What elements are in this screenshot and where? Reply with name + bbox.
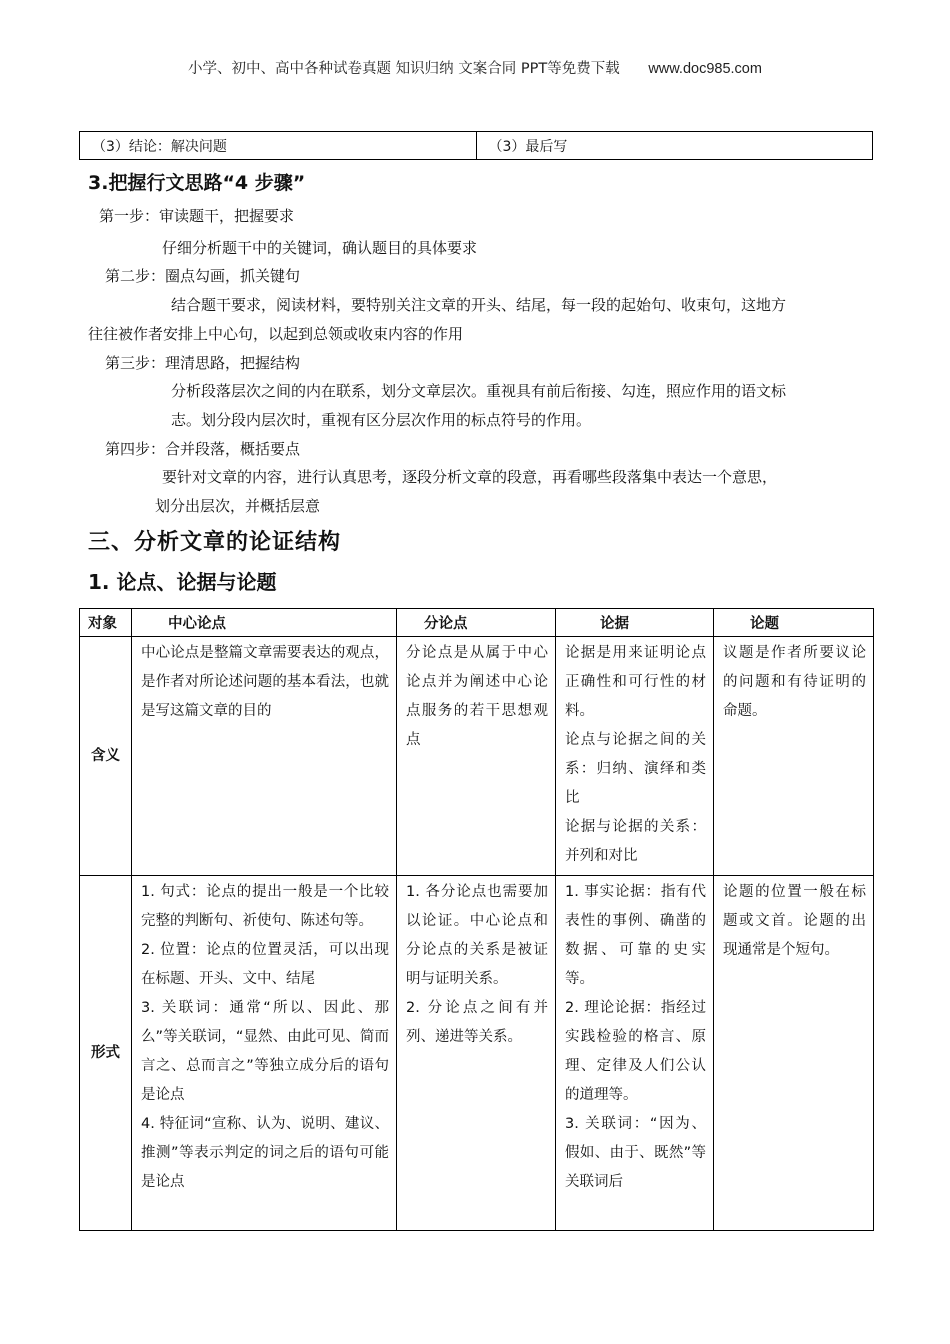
cell-form-topic <box>714 876 874 1231</box>
table-row-form <box>80 876 874 1231</box>
cell-paragraph: 1. 句式：论点的提出一般是一个比较完整的判断句、祈使句、陈述句等。 <box>141 884 389 929</box>
cell-meaning-evidence <box>556 637 714 876</box>
header-object: 对象 <box>80 609 132 637</box>
cell-form-evidence <box>556 876 714 1231</box>
step3-desc-line2: 志。划分段内层次时，重视有区分层次作用的标点符号的作用。 <box>171 411 592 429</box>
cell-paragraph: 分论点是从属于中心论点并为阐述中心论点服务的若干思想观点 <box>406 645 548 748</box>
cell-paragraph: 论题的位置一般在标题或文首。论题的出现通常是个短句。 <box>723 884 866 958</box>
section-three-title: 三、分析文章的论证结构 <box>88 530 342 555</box>
continuation-left-cell: （3）结论：解决问题 <box>80 132 477 160</box>
cell-paragraph: 3. 关联词：“因为、假如、由于、既然”等关联词后 <box>565 1116 706 1190</box>
header-topic: 论题 <box>714 609 874 637</box>
cell-form-sub <box>397 876 556 1231</box>
step3-desc-line1: 分析段落层次之间的内在联系，划分文章层次。重视具有前后衔接、勾连，照应作用的语文标 <box>171 382 787 400</box>
step3-heading: 第三步：理清思路，把握结构 <box>105 354 301 372</box>
header-text: 小学、初中、高中各种试卷真题 知识归纳 文案合同 PPT等免费下载 <box>188 61 620 77</box>
cell-meaning-sub <box>397 637 556 876</box>
header-central-thesis: 中心论点 <box>132 609 397 637</box>
table-row-meaning <box>80 637 874 876</box>
cell-paragraph: 2. 理论论据：指经过实践检验的格言、原理、定律及人们公认的道理等。 <box>565 1000 706 1103</box>
cell-paragraph: 2. 位置：论点的位置灵活，可以出现在标题、开头、文中、结尾 <box>141 942 389 987</box>
continuation-right-cell: （3）最后写 <box>476 132 873 160</box>
cell-paragraph: 3. 关联词：通常“所以、因此、那么”等关联词，“显然、由此可见、简而言之、总而言之”等独立成分后的语句是论点 <box>141 1000 389 1103</box>
argument-structure-table <box>79 608 874 1231</box>
section-three-subtitle: 1. 论点、论据与论题 <box>88 570 277 594</box>
header-site[interactable]: www.doc985.com <box>648 61 762 77</box>
cell-paragraph: 中心论点是整篇文章需要表达的观点，是作者对所论述问题的基本看法，也就是写这篇文章的目的 <box>141 645 389 719</box>
step2-desc-line1: 结合题干要求，阅读材料，要特别关注文章的开头、结尾，每一段的起始句、收束句，这地方 <box>171 296 787 314</box>
cell-paragraph: 4. 特征词“宣称、认为、说明、建议、推测”等表示判定的词之后的语句可能是论点 <box>141 1116 389 1190</box>
continuation-table <box>79 131 873 160</box>
step2-desc-line2: 往往被作者安排上中心句，以起到总领或收束内容的作用 <box>88 325 464 343</box>
step1-desc: 仔细分析题干中的关键词，确认题目的具体要求 <box>162 239 478 257</box>
page-header <box>0 57 950 78</box>
cell-paragraph: 1. 各分论点也需要加以论证。中心论点和分论点的关系是被证明与证明关系。 <box>406 884 548 987</box>
cell-paragraph: 2. 分论点之间有并列、递进等关系。 <box>406 1000 548 1045</box>
cell-meaning-central <box>132 637 397 876</box>
cell-paragraph: 论据与论据的关系：并列和对比 <box>565 819 706 864</box>
cell-paragraph: 论据是用来证明论点正确性和可行性的材料。 <box>565 645 706 719</box>
row-label-form: 形式 <box>80 876 132 1231</box>
header-sub-thesis: 分论点 <box>397 609 556 637</box>
cell-form-central <box>132 876 397 1231</box>
step4-desc-line2: 划分出层次，并概括层意 <box>155 497 321 515</box>
cell-paragraph: 议题是作者所要议论的问题和有待证明的命题。 <box>723 645 866 719</box>
section-3-title: 3.把握行文思路“4 步骤” <box>88 172 306 194</box>
cell-paragraph: 论点与论据之间的关系：归纳、演绎和类比 <box>565 732 706 806</box>
step4-desc-line1: 要针对文章的内容，进行认真思考，逐段分析文章的段意，再看哪些段落集中表达一个意思， <box>162 468 778 486</box>
row-label-meaning: 含义 <box>80 637 132 876</box>
step4-heading: 第四步：合并段落，概括要点 <box>105 440 301 458</box>
header-evidence: 论据 <box>556 609 714 637</box>
step2-heading: 第二步：圈点勾画，抓关键句 <box>105 267 301 285</box>
cell-paragraph: 1. 事实论据：指有代表性的事例、确凿的数据、可靠的史实等。 <box>565 884 706 987</box>
table-header-row <box>80 609 874 637</box>
cell-meaning-topic <box>714 637 874 876</box>
step1-heading: 第一步：审读题干，把握要求 <box>99 207 295 225</box>
